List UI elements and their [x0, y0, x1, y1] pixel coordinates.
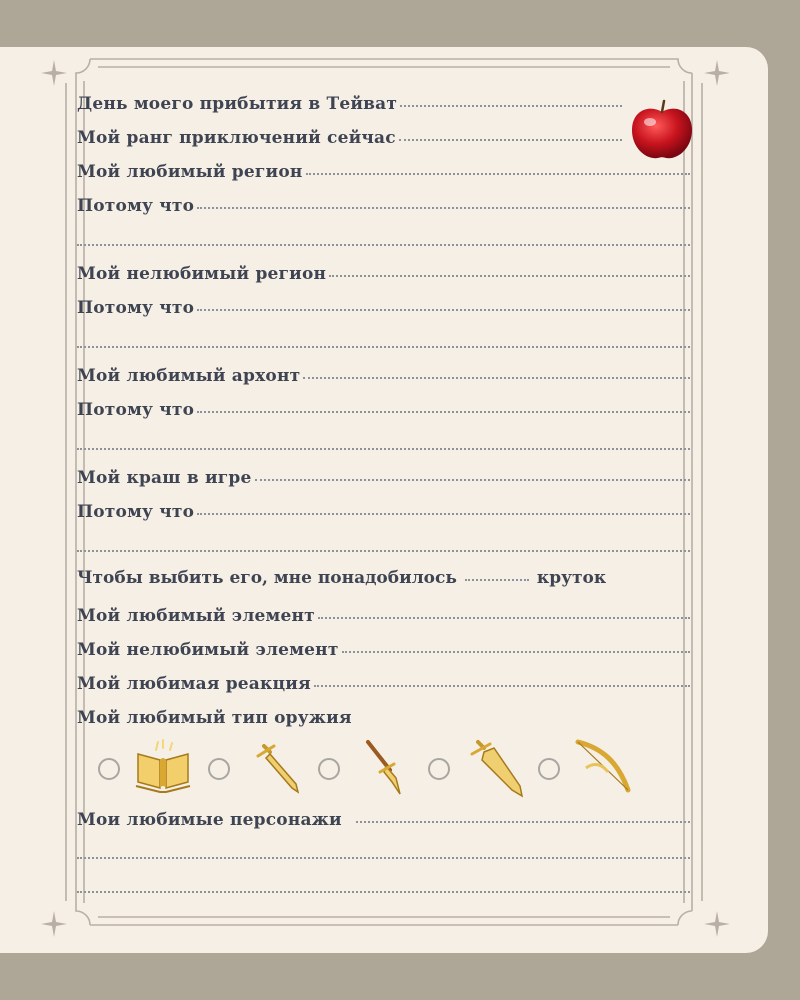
answer-field[interactable] [197, 308, 690, 311]
form-label: Мой ранг приключений сейчас [77, 128, 396, 148]
answer-field-extra[interactable] [77, 856, 690, 859]
pull-suffix: круток [536, 568, 607, 588]
form-line-favorite-reaction[interactable] [77, 674, 690, 694]
form-label: Мой любимый элемент [77, 606, 315, 626]
sword-icon [248, 738, 314, 798]
answer-field[interactable] [329, 274, 690, 277]
form-label: Мой любимая реакция [77, 674, 311, 694]
form-line-disliked-region[interactable] [77, 264, 690, 284]
form-label: Мой нелюбимый регион [77, 264, 327, 284]
form-line-arrival-date[interactable] [77, 94, 622, 114]
answer-field-extra[interactable] [77, 549, 690, 552]
claymore-icon [466, 738, 532, 798]
corner-star-icon [704, 911, 730, 937]
apple-icon [628, 98, 696, 162]
form-label: Потому что [77, 502, 195, 522]
form-label: Потому что [77, 298, 195, 318]
answer-field-extra[interactable] [77, 345, 690, 348]
bow-icon [572, 738, 638, 798]
form-label: Мой любимый тип оружия [77, 708, 352, 728]
form-line-because[interactable] [77, 298, 690, 318]
catalyst-book-icon [130, 738, 196, 798]
answer-field[interactable] [399, 138, 622, 141]
answer-field[interactable] [318, 616, 690, 619]
form-label: Потому что [77, 400, 195, 420]
form-line-weapon-type [77, 708, 690, 728]
weapon-radio-polearm[interactable] [318, 758, 340, 780]
form-line-disliked-element[interactable] [77, 640, 690, 660]
form-line-favorite-region[interactable] [77, 162, 690, 182]
form-line-because[interactable] [77, 400, 690, 420]
form-label: Мой нелюбимый элемент [77, 640, 339, 660]
form-label: День моего прибытия в Тейват [77, 94, 398, 114]
form-label: Мой краш в игре [77, 468, 252, 488]
answer-field-extra[interactable] [77, 447, 690, 450]
answer-field[interactable] [255, 478, 690, 481]
form-line-favorite-characters[interactable] [77, 810, 690, 830]
weapon-radio-bow[interactable] [538, 758, 560, 780]
answer-field[interactable] [314, 684, 690, 687]
polearm-icon [356, 738, 422, 798]
weapon-radio-sword[interactable] [208, 758, 230, 780]
weapon-radio-claymore[interactable] [428, 758, 450, 780]
form-line-pulls[interactable] [77, 568, 606, 588]
answer-field[interactable] [197, 410, 690, 413]
form-line-because[interactable] [77, 196, 690, 216]
answer-field[interactable] [303, 376, 690, 379]
weapon-type-options [98, 738, 658, 798]
form-label: Мой любимый регион [77, 162, 303, 182]
form-label: Мой любимый архонт [77, 366, 301, 386]
answer-field[interactable] [306, 172, 691, 175]
corner-star-icon [41, 911, 67, 937]
form-label: Потому что [77, 196, 195, 216]
answer-field-extra[interactable] [77, 890, 690, 893]
answer-field[interactable] [197, 206, 690, 209]
pull-count-field[interactable] [465, 578, 529, 581]
pull-prefix: Чтобы выбить его, мне понадобилось [77, 568, 457, 588]
corner-star-icon [704, 60, 730, 86]
answer-field[interactable] [197, 512, 690, 515]
form-label: Мои любимые персонажи [77, 810, 342, 830]
answer-field[interactable] [400, 104, 622, 107]
form-line-adventure-rank[interactable] [77, 128, 622, 148]
corner-star-icon [41, 60, 67, 86]
weapon-radio-catalyst[interactable] [98, 758, 120, 780]
form-line-favorite-archon[interactable] [77, 366, 690, 386]
answer-field-extra[interactable] [77, 243, 690, 246]
form-line-crush[interactable] [77, 468, 690, 488]
answer-field[interactable] [356, 820, 690, 823]
form-line-because[interactable] [77, 502, 690, 522]
form-line-favorite-element[interactable] [77, 606, 690, 626]
answer-field[interactable] [342, 650, 690, 653]
